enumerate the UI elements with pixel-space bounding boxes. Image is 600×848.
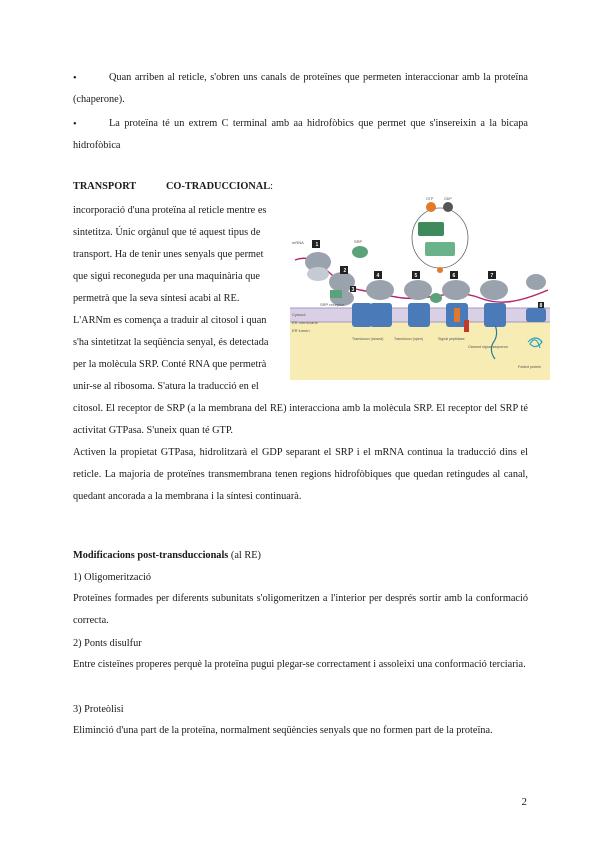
text-line: sintetitza. Únic orgànul que té aquest tipus de [73, 227, 261, 238]
text-line: unir-se al ribosoma. S'atura la traducció en el [73, 381, 259, 392]
text-line: transport. Ha de tenir unes senyals que permet [73, 249, 264, 260]
item-text: Proteïnes formades per diferents subunitats s'oligomeritzen a l'interior per després sortir amb la conformació correcta. [73, 593, 528, 626]
signal-peptidase [454, 308, 460, 322]
item-title: 3) Proteòlisi [73, 704, 124, 715]
item-title: 2) Ponts disulfur [73, 638, 142, 649]
label-er-lumen: ER lumen [292, 328, 310, 333]
heading-word-1: TRANSPORT [73, 181, 137, 192]
label-cytosol: Cytosol [292, 312, 306, 317]
srp-gtp-cycle [412, 202, 468, 273]
er-lumen-region [290, 318, 550, 380]
label-translocon-open: Translocon (open) [394, 337, 424, 341]
text-line: L'ARNm es comença a traduir al citosol i quan [73, 315, 267, 326]
gdp-icon [443, 202, 453, 212]
bullet-paragraph-1: Quan arriben al reticle, s'obren uns canals de proteïnes que permeten interaccionar amb la proteïna (chaperone). [73, 72, 528, 105]
label-srp-receptor: SRP receptor [320, 302, 344, 307]
bullet-symbol: • [73, 119, 77, 130]
bullet-symbol: • [73, 73, 77, 84]
label-signal-peptidase: Signal peptidase [438, 337, 465, 341]
label-er-membrane: ER membrane [292, 320, 318, 325]
item-title: 1) Oligomerització [73, 572, 152, 583]
label-cleaved-signal: Cleaved signal sequence [468, 345, 509, 349]
ribosome-step-4 [366, 271, 394, 327]
gtp-icon [426, 202, 436, 212]
heading-bold-part: Modificacions post-transduccionals [73, 550, 229, 561]
srp-particle [352, 246, 368, 258]
step-number: 7 [490, 273, 494, 279]
label-folded-protein: Folded protein [518, 365, 541, 369]
text-line: s'ha sintetitzat la seqüència senyal, és detectada [73, 337, 269, 348]
section-heading-post [73, 550, 261, 561]
label-translocon-closed: Translocon (closed) [352, 337, 384, 341]
step-number: 1 [315, 242, 319, 248]
co-translational-transport-figure [290, 190, 550, 380]
text-line: que sigui reconeguda per una maquinària que [73, 271, 260, 282]
bullet-paragraph-2: La proteïna té un extrem C terminal amb aa hidrofòbics que permet que s'insereixin a la bicapa hidrofòbica [73, 118, 528, 151]
step-number: 4 [376, 273, 380, 279]
item-text: Eliminció d'una part de la proteïna, normalment seqüències senyals que no formen part de la proteïna. [73, 725, 493, 736]
step-number: 6 [452, 273, 456, 279]
step-number: 3 [351, 287, 355, 293]
step-number: 5 [414, 273, 418, 279]
item-text: Entre cisteïnes properes perquè la proteïna pugui plegar-se correctament i assoleixi una conformació terciaria. [73, 659, 526, 670]
transport-paragraph-cont: citosol. El receptor de SRP (a la membrana del RE) interacciona amb la molècula SRP. El receptor del SRP té activitat GTPasa. S'uneix quan té GTP. [73, 403, 528, 436]
step-number: 2 [343, 268, 347, 274]
text-line: per la molècula SRP. Conté RNA que permetrà [73, 359, 267, 370]
step-number: 8 [539, 303, 543, 309]
text-line: permetrà que la seva síntesi acabi al RE. [73, 293, 240, 304]
heading-word-2: CO-TRADUCCIONAL: [166, 181, 273, 192]
translocon-closed [352, 303, 372, 327]
label-srp: SRP [354, 239, 363, 244]
page-number: 2 [521, 796, 527, 808]
label-gtp: GTP [426, 197, 434, 201]
label-mrna: mRNA [292, 240, 304, 245]
text-line: incorporació d'una proteïna al reticle mentre es [73, 205, 267, 216]
transport-paragraph-2: Activen la propietat GTPasa, hidrolitzarà el GDP separant el SRP i el mRNA continua la traducció dins el reticle. La majoria de proteïnes transmembrana tenen regions hidrofòbiques que quedan retingudes al canal, quedant ancorada a la membrana i la síntesi continuarà. [73, 447, 528, 502]
heading-normal-part: (al RE) [230, 550, 261, 561]
ribosome-step-2 [329, 246, 368, 292]
ribosome-step-6 [442, 271, 470, 332]
section-heading-transport [73, 181, 273, 192]
label-gdp: GDP [444, 197, 452, 201]
